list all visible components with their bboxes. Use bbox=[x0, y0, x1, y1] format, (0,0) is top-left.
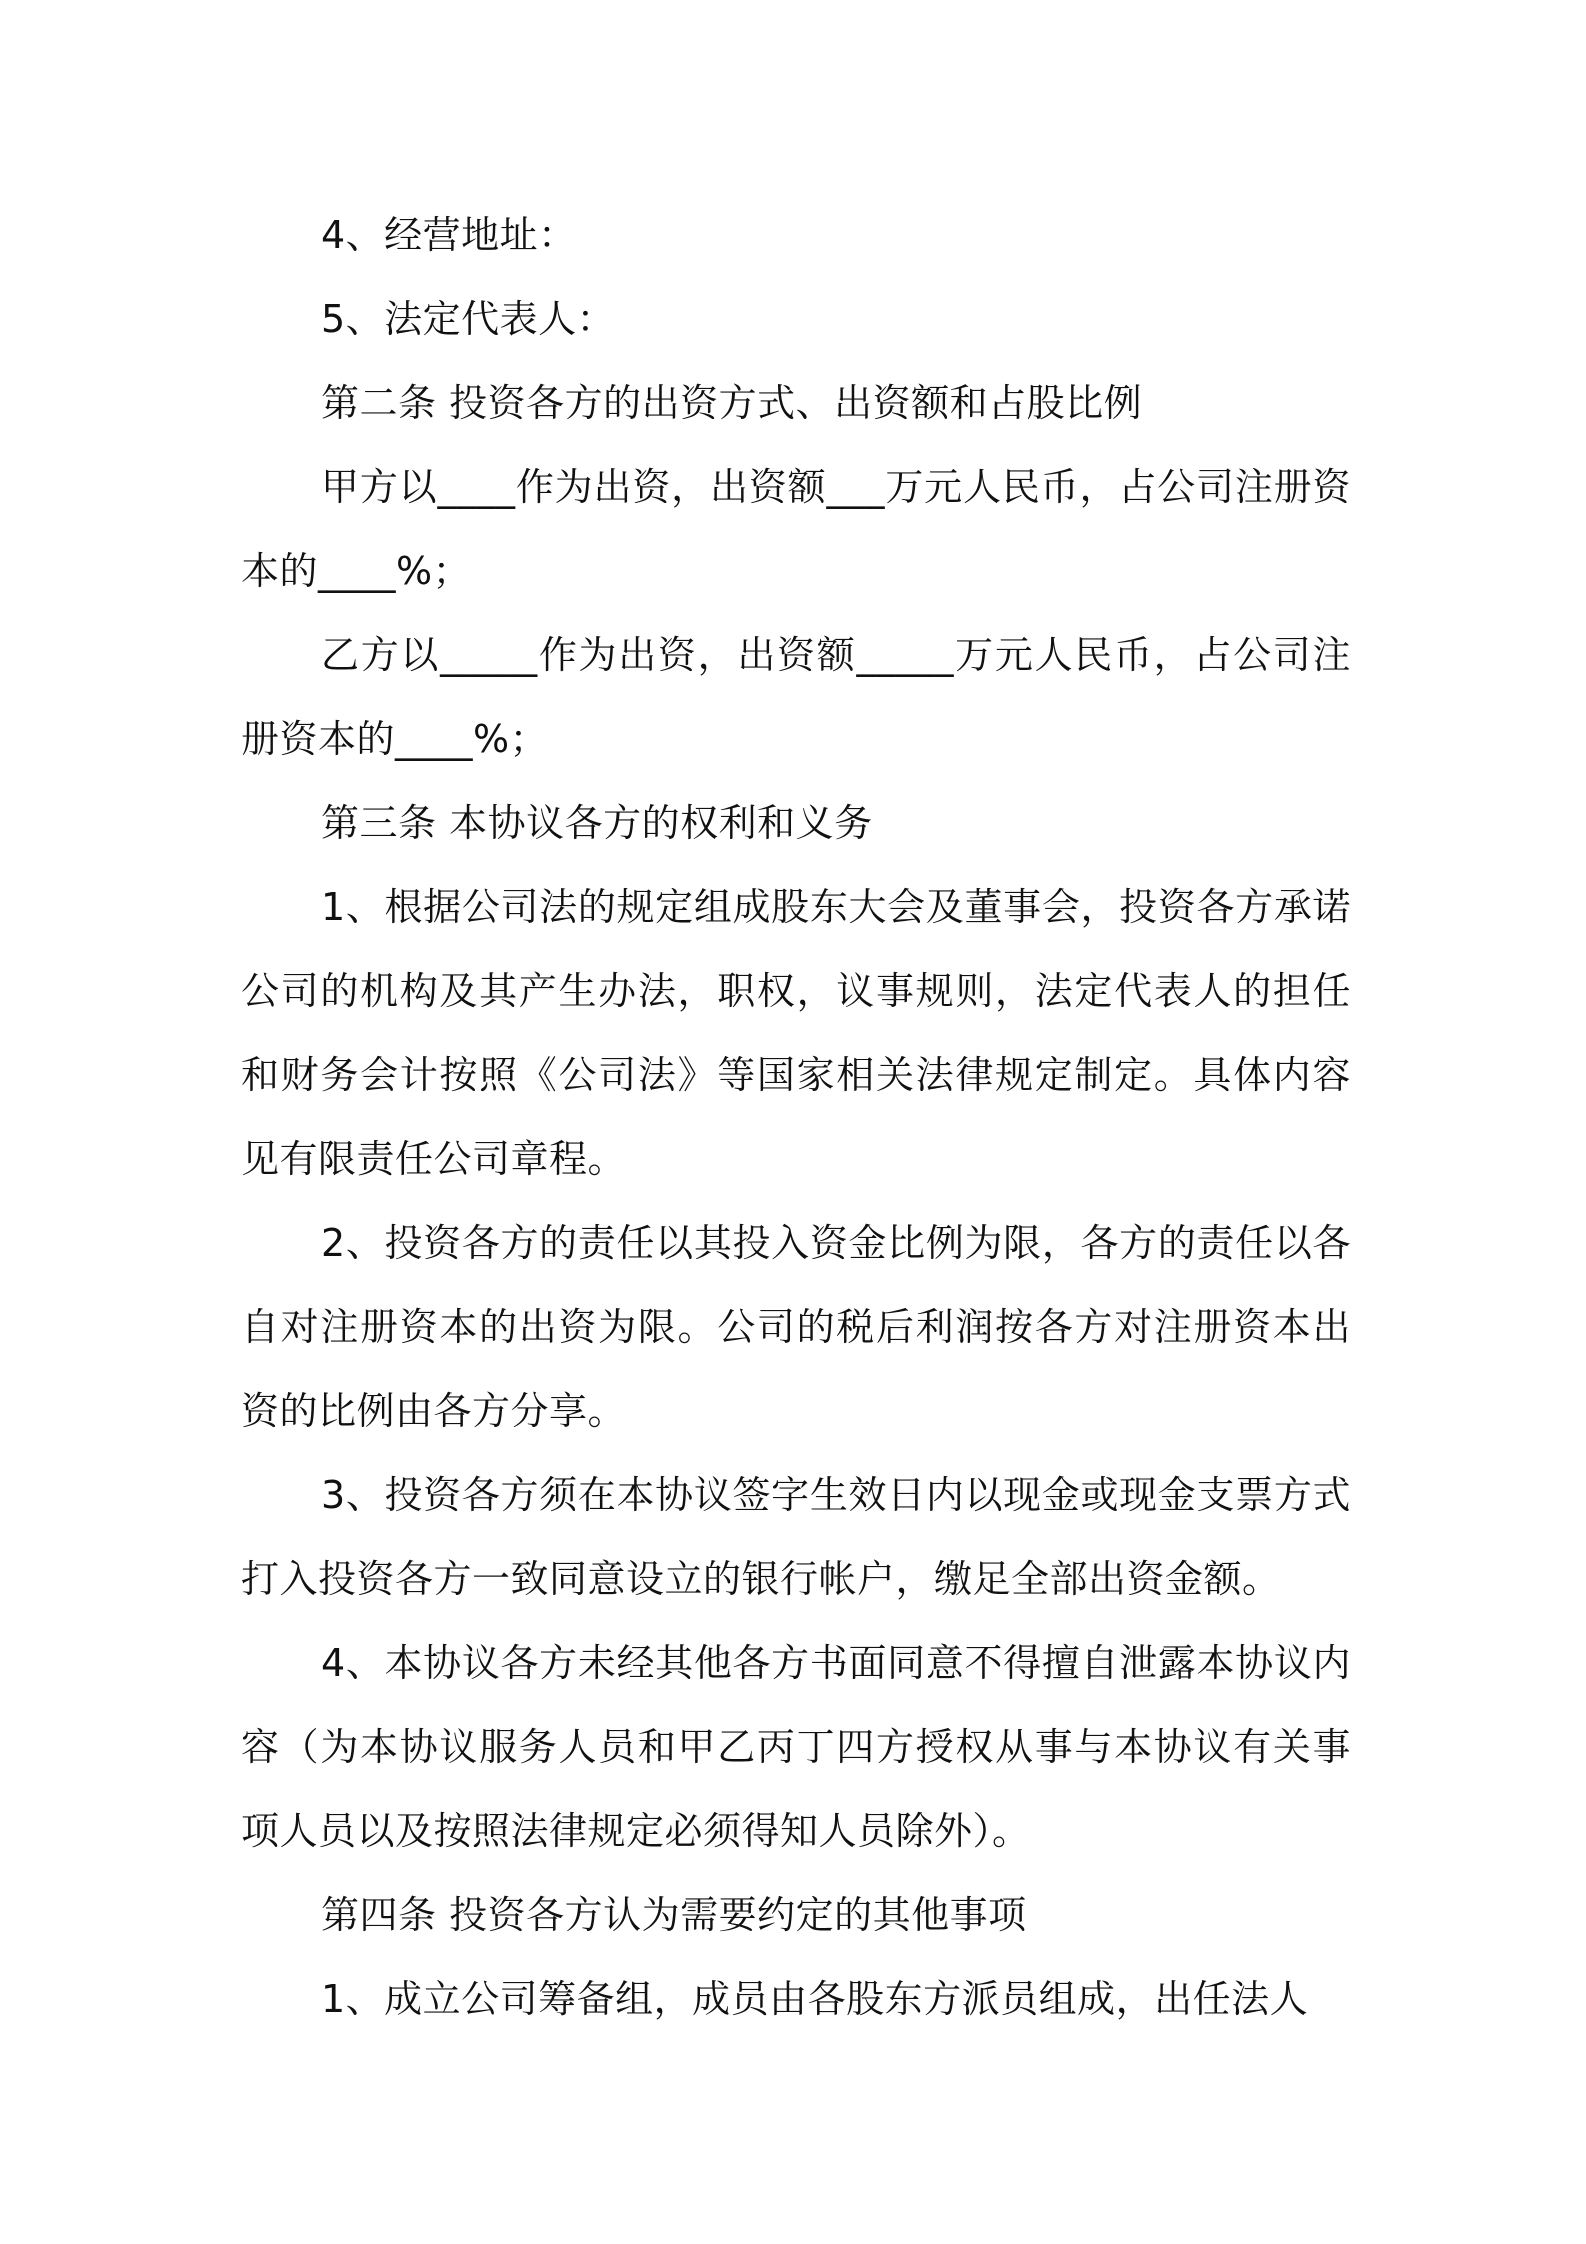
party-a-contribution: 甲方以____作为出资，出资额___万元人民币，占公司注册资本的____%； bbox=[241, 465, 1351, 593]
party-b-contribution: 乙方以_____作为出资，出资额_____万元人民币，占公司注册资本的____%； bbox=[241, 633, 1351, 761]
article-3-heading: 第三条 本协议各方的权利和义务 bbox=[321, 801, 873, 845]
article-2-heading: 第二条 投资各方的出资方式、出资额和占股比例 bbox=[321, 381, 1143, 425]
article-3-clause-2: 2、投资各方的责任以其投入资金比例为限，各方的责任以各自对注册资本的出资为限。公司的税后利润按各方对注册资本出资的比例由各方分享。 bbox=[241, 1221, 1351, 1433]
article-3-clause-1: 1、根据公司法的规定组成股东大会及董事会，投资各方承诺公司的机构及其产生办法，职权，议事规则，法定代表人的担任和财务会计按照《公司法》等国家相关法律规定制定。具体内容见有限责任公司章程。 bbox=[241, 885, 1351, 1181]
document-page bbox=[241, 193, 1351, 2041]
item-business-address: 4、经营地址： bbox=[321, 213, 577, 257]
article-3-clause-4: 4、本协议各方未经其他各方书面同意不得擅自泄露本协议内容（为本协议服务人员和甲乙丙丁四方授权从事与本协议有关事项人员以及按照法律规定必须得知人员除外）。 bbox=[241, 1641, 1351, 1853]
article-4-heading: 第四条 投资各方认为需要约定的其他事项 bbox=[321, 1893, 1027, 1937]
item-legal-representative: 5、法定代表人： bbox=[321, 297, 616, 341]
article-4-clause-1: 1、成立公司筹备组，成员由各股东方派员组成，出任法人 bbox=[321, 1977, 1309, 2021]
article-3-clause-3: 3、投资各方须在本协议签字生效日内以现金或现金支票方式打入投资各方一致同意设立的银行帐户，缴足全部出资金额。 bbox=[241, 1473, 1351, 1601]
